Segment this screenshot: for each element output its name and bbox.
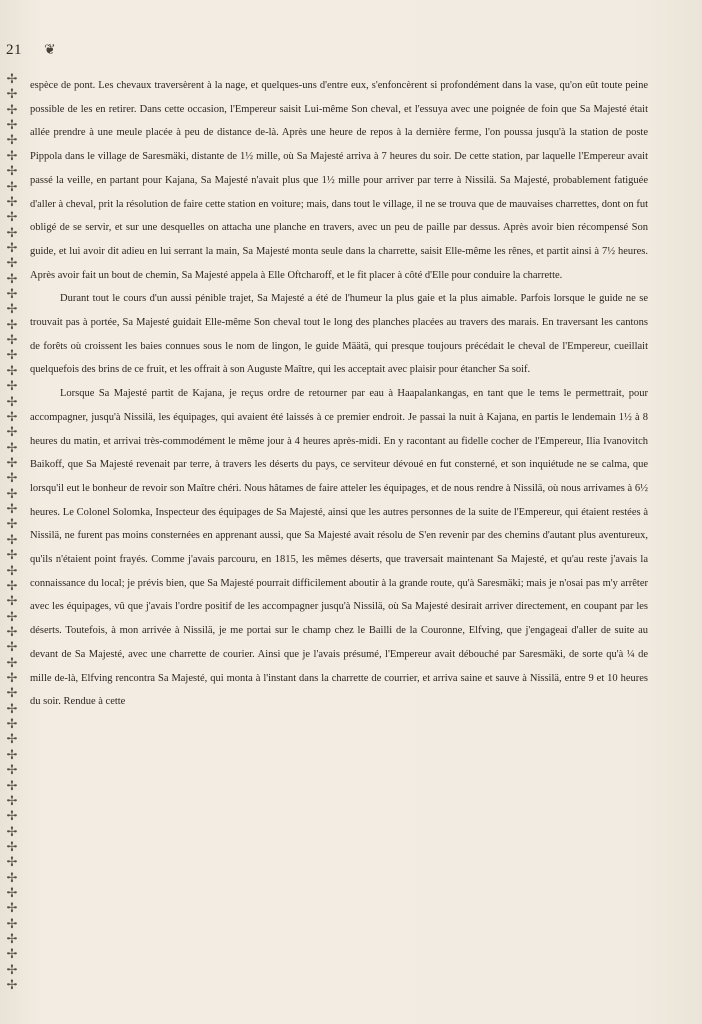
gutter-ornament-icon: ✢ [6, 286, 18, 302]
gutter-ornament-icon: ✢ [6, 71, 18, 86]
gutter-ornament-icon: ✢ [6, 869, 18, 885]
gutter-ornament-icon: ✢ [6, 224, 18, 240]
gutter-ornament-icon: ✢ [6, 593, 18, 609]
gutter-ornament-icon: ✢ [6, 547, 18, 563]
gutter-ornament-icon: ✢ [6, 977, 18, 993]
gutter-ornament-icon: ✢ [6, 439, 18, 455]
gutter-ornament-icon: ✢ [6, 915, 18, 931]
gutter-ornament-icon: ✢ [6, 885, 18, 901]
gutter-ornament-icon: ✢ [6, 424, 18, 440]
gutter-ornament-icon: ✢ [6, 362, 18, 378]
gutter-ornament-icon: ✢ [6, 193, 18, 209]
gutter-ornament-icon: ✢ [6, 516, 18, 532]
gutter-ornament-icon: ✢ [6, 239, 18, 255]
gutter-ornament-icon: ✢ [6, 746, 18, 762]
gutter-ornament-icon: ✢ [6, 316, 18, 332]
gutter-ornament-icon: ✢ [6, 577, 18, 593]
gutter-ornament-icon: ✢ [6, 931, 18, 947]
gutter-ornament-icon: ✢ [6, 332, 18, 348]
gutter-ornament-icon: ✢ [6, 255, 18, 271]
gutter-ornament-icon: ✢ [6, 685, 18, 701]
gutter-ornament-icon: ✢ [6, 178, 18, 194]
gutter-ornament-icon: ✢ [6, 731, 18, 747]
gutter-ornament-icon: ✢ [6, 792, 18, 808]
gutter-ornament-icon: ✢ [6, 408, 18, 424]
gutter-ornament-icon: ✢ [6, 762, 18, 778]
gutter-ornament-icon: ✢ [6, 163, 18, 179]
gutter-ornament-icon: ✢ [6, 470, 18, 486]
gutter-ornament-icon: ✢ [6, 101, 18, 117]
gutter-ornament-icon: ✢ [6, 808, 18, 824]
gutter-ornament-icon: ✢ [6, 562, 18, 578]
paragraph-1: espèce de pont. Les chevaux traversèrent à la nage, et quelques-uns d'entre eux, s'enfoncèrent si profondément dans la vase, qu'on eût toute peine possible de les en retirer. Dans cette occasion, l'Empereur saisit Lui-même Son cheval, et l'essuya avec une poignée de foin que Sa Majesté était allée prendre à une meule placée à peu de distance de-là. Après une heure de repos à la dernière ferme, l'on poussa jusqu'à la station de poste Pippola dans le village de Saresmäki, distante de 1½ mille, où Sa Majesté arriva à 7 heures du soir. De cette station, par laquelle l'Empereur avait passé la veille, en partant pour Kajana, Sa Majesté n'avait plus que 1½ mille pour arriver par terre à Nissilä. Sa Majesté, probablement fatiguée d'aller à cheval, prit la résolution de faire cette station en voiture; mais, dans tout le village, il ne se trouva que de mauvaises charrettes, dont on fut obligé de se servir, et sur une desquelles on attacha une planche en travers, avec un peu de paille par dessus. Après avoir bien récompensé Son guide, et lui avoir dit adieu en lui serrant la main, Sa Majesté monta seule dans la charrette, saisit Elle-même les rênes, et partit ainsi à 7½ heures. Après avoir fait un bout de chemin, Sa Majesté appela à Elle Oftcharoff, et le fit placer à côté d'Elle pour conduire la charrette. [30, 80, 648, 281]
gutter-ornament-icon: ✢ [6, 454, 18, 470]
ornament-icon: ❦ [44, 43, 56, 58]
paragraph-2: Durant tout le cours d'un aussi pénible trajet, Sa Majesté a été de l'humeur la plus gaie et la plus aimable. Parfois lorsque le guide ne se trouvait pas à portée, Sa Majesté guidait Elle-même Son cheval tout le long des planches placées au travers des marais. En traversant les cantons de forêts où croissent les baies connues sous le nom de lingon, le guide Määtä, qui presque toujours précédait le cheval de l'Empereur, cueillait quelquefois des brins de ce fruit, et les offrait à son Auguste Maître, qui les acceptait avec plaisir pour étancher Sa soif. [30, 293, 648, 376]
gutter-ornament-icon: ✢ [6, 838, 18, 854]
gutter-ornament-icon: ✢ [6, 900, 18, 916]
gutter-ornament-icon: ✢ [6, 485, 18, 501]
gutter-ornament-icon: ✢ [6, 132, 18, 148]
gutter-ornament-icon: ✢ [6, 777, 18, 793]
gutter-ornament-icon: ✢ [6, 608, 18, 624]
gutter-ornament-icon: ✢ [6, 639, 18, 655]
gutter-ornament-icon: ✢ [6, 716, 18, 732]
gutter-ornament-icon: ✢ [6, 700, 18, 716]
body-text [30, 74, 648, 714]
gutter-ornament-icon: ✢ [6, 117, 18, 133]
gutter-ornament-icon: ✢ [6, 378, 18, 394]
gutter-ornament-icon: ✢ [6, 531, 18, 547]
gutter-ornament-icon: ✢ [6, 670, 18, 686]
gutter-ornament-icon: ✢ [6, 86, 18, 102]
paragraph-3: Lorsque Sa Majesté partit de Kajana, je reçus ordre de retourner par eau à Haapalankangas, en tant que le tems le permettrait, pour accompagner, jusqu'à Nissilä, les équipages, qui avaient été laissés à ce premier endroit. Je passai la nuit à Kajana, en partis le lendemain 1½ à 8 heures du matin, et arrivai très-commodément le même jour à 4 heures après-midi. En y racontant au fidelle cocher de l'Empereur, Ilia Ivanovitch Baikoff, que Sa Majesté revenait par terre, à travers les déserts du pays, ce serviteur dévoué en fut consterné, et son inquiétude ne se calma, que lorsqu'il eut le bonheur de revoir son Maître chéri. Nous hâtames de faire atteler les équipages, et de nous rendre à Nissilä, où nous arrivames à 6½ heures. Le Colonel Solomka, Inspecteur des équipages de Sa Majesté, ainsi que les autres personnes de la suite de l'Empereur, qui étaient restées à Nissilä, ne furent pas moins consternées en apprenant aussi, que Sa Majesté avait résolu de S'en revenir par des chemins d'autant plus aventureux, qu'ils n'étaient point frayés. Comme j'avais parcouru, en 1815, les mêmes déserts, que traversait maintenant Sa Majesté, et qu'au reste j'avais la connaissance du local; je prévis bien, que Sa Majesté pourrait difficilement aboutir à la grande route, qu'à Saresmäki; mais je n'osai pas m'y arrêter avec les équipages, vû que j'avais l'ordre positif de les accompagner jusqu'à Nissilä, où Sa Majesté desirait arriver directement, en coupant par les déserts. Toutefois, à mon arrivée à Nissilä, je me portai sur le champ chez le Bailli de la Couronne, Elfving, que j'engageai d'aller de suite au devant de Sa Majesté, avec une charrette de courier. Ainsi que je l'avais présumé, l'Empereur avait débouché par Saresmäki, de sorte qu'à ¼ de mille de-là, Elfving rencontra Sa Majesté, qui monta à l'instant dans la charrette de courrier, et arriva saine et sauve à Nissilä, entre 9 et 10 heures du soir. Rendue à cette [30, 388, 648, 708]
gutter-ornament-icon: ✢ [6, 147, 18, 163]
gutter-ornament-icon: ✢ [6, 347, 18, 363]
gutter-ornament-icon: ✢ [6, 270, 18, 286]
gutter-ornament-icon: ✢ [6, 961, 18, 977]
binding-ornament-column [2, 72, 22, 992]
gutter-ornament-icon: ✢ [6, 654, 18, 670]
gutter-ornament-icon: ✢ [6, 501, 18, 517]
gutter-ornament-icon: ✢ [6, 623, 18, 639]
gutter-ornament-icon: ✢ [6, 393, 18, 409]
gutter-ornament-icon: ✢ [6, 301, 18, 317]
page-number: 21 [6, 42, 22, 58]
gutter-ornament-icon: ✢ [6, 946, 18, 962]
gutter-ornament-icon: ✢ [6, 823, 18, 839]
gutter-ornament-icon: ✢ [6, 854, 18, 870]
gutter-ornament-icon: ✢ [6, 209, 18, 225]
